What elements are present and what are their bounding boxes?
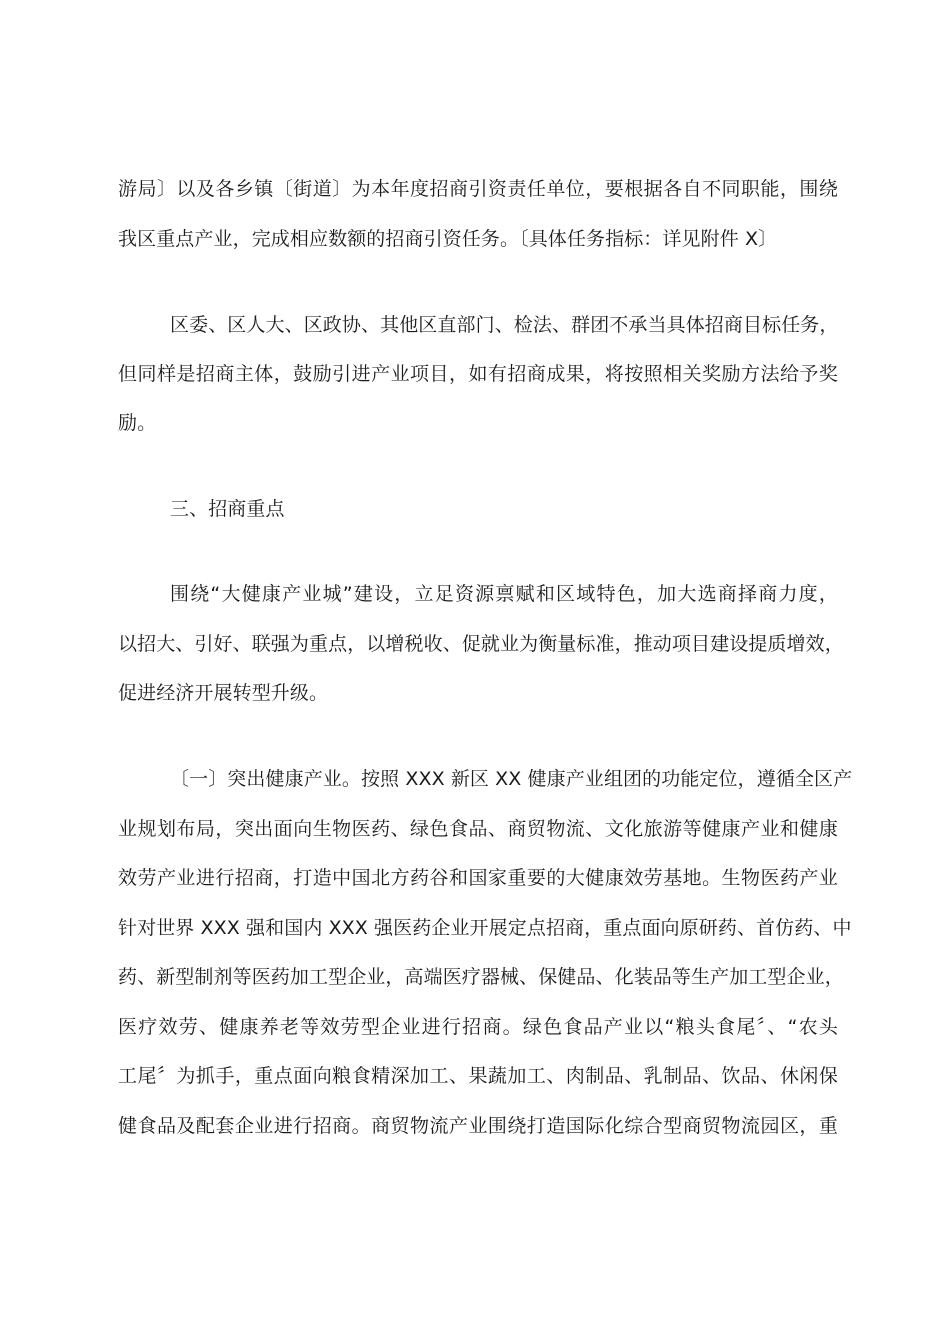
paragraph-line: 健食品及配套企业进行招商。商贸物流产业围绕打造国际化综合型商贸物流园区，重 bbox=[118, 1115, 838, 1137]
paragraph-line: 区委、区人大、区政协、其他区直部门、检法、群团不承当具体招商目标任务， bbox=[170, 314, 839, 336]
paragraph-line: 我区重点产业，完成相应数额的招商引资任务。〔具体任务指标：详见附件 X〕 bbox=[118, 228, 778, 250]
paragraph-line: 励。 bbox=[118, 412, 157, 434]
paragraph-line: 效劳产业进行招商，打造中国北方药谷和国家重要的大健康效劳基地。生物医药产业 bbox=[118, 867, 838, 889]
paragraph-line: 针对世界 XXX 强和国内 XXX 强医药企业开展定点招商，重点面向原研药、首仿药、中 bbox=[118, 917, 852, 939]
paragraph-line: 医疗效劳、健康养老等效劳型企业进行招商。绿色食品产业以“粮头食尾〞、“农头 bbox=[118, 1016, 838, 1038]
section-heading: 三、招商重点 bbox=[170, 498, 285, 520]
paragraph-line: 以招大、引好、联强为重点，以增税收、促就业为衡量标准，推动项目建设提质增效， bbox=[118, 633, 844, 655]
paragraph-line: 促进经济开展转型升级。 bbox=[118, 682, 329, 704]
paragraph-line: 药、新型制剂等医药加工型企业，高端医疗器械、保健品、化装品等生产加工型企业， bbox=[118, 966, 844, 988]
paragraph-line: 〔一〕突出健康产业。按照 XXX 新区 XX 健康产业组团的功能定位，遵循全区产 bbox=[170, 768, 853, 790]
paragraph-line: 工尾〞为抓手，重点面向粮食精深加工、果蔬加工、肉制品、乳制品、饮品、休闲保 bbox=[118, 1065, 838, 1087]
paragraph-line: 围绕“大健康产业城”建设，立足资源禀赋和区域特色，加大选商择商力度， bbox=[170, 583, 838, 605]
paragraph-line: 但同样是招商主体，鼓励引进产业项目，如有招商成果，将按照相关奖励方法给予奖 bbox=[118, 363, 838, 385]
paragraph-line: 游局〕以及各乡镇〔街道〕为本年度招商引资责任单位，要根据各自不同职能，围绕 bbox=[118, 178, 838, 200]
paragraph-line: 业规划布局，突出面向生物医药、绿色食品、商贸物流、文化旅游等健康产业和健康 bbox=[118, 818, 838, 840]
